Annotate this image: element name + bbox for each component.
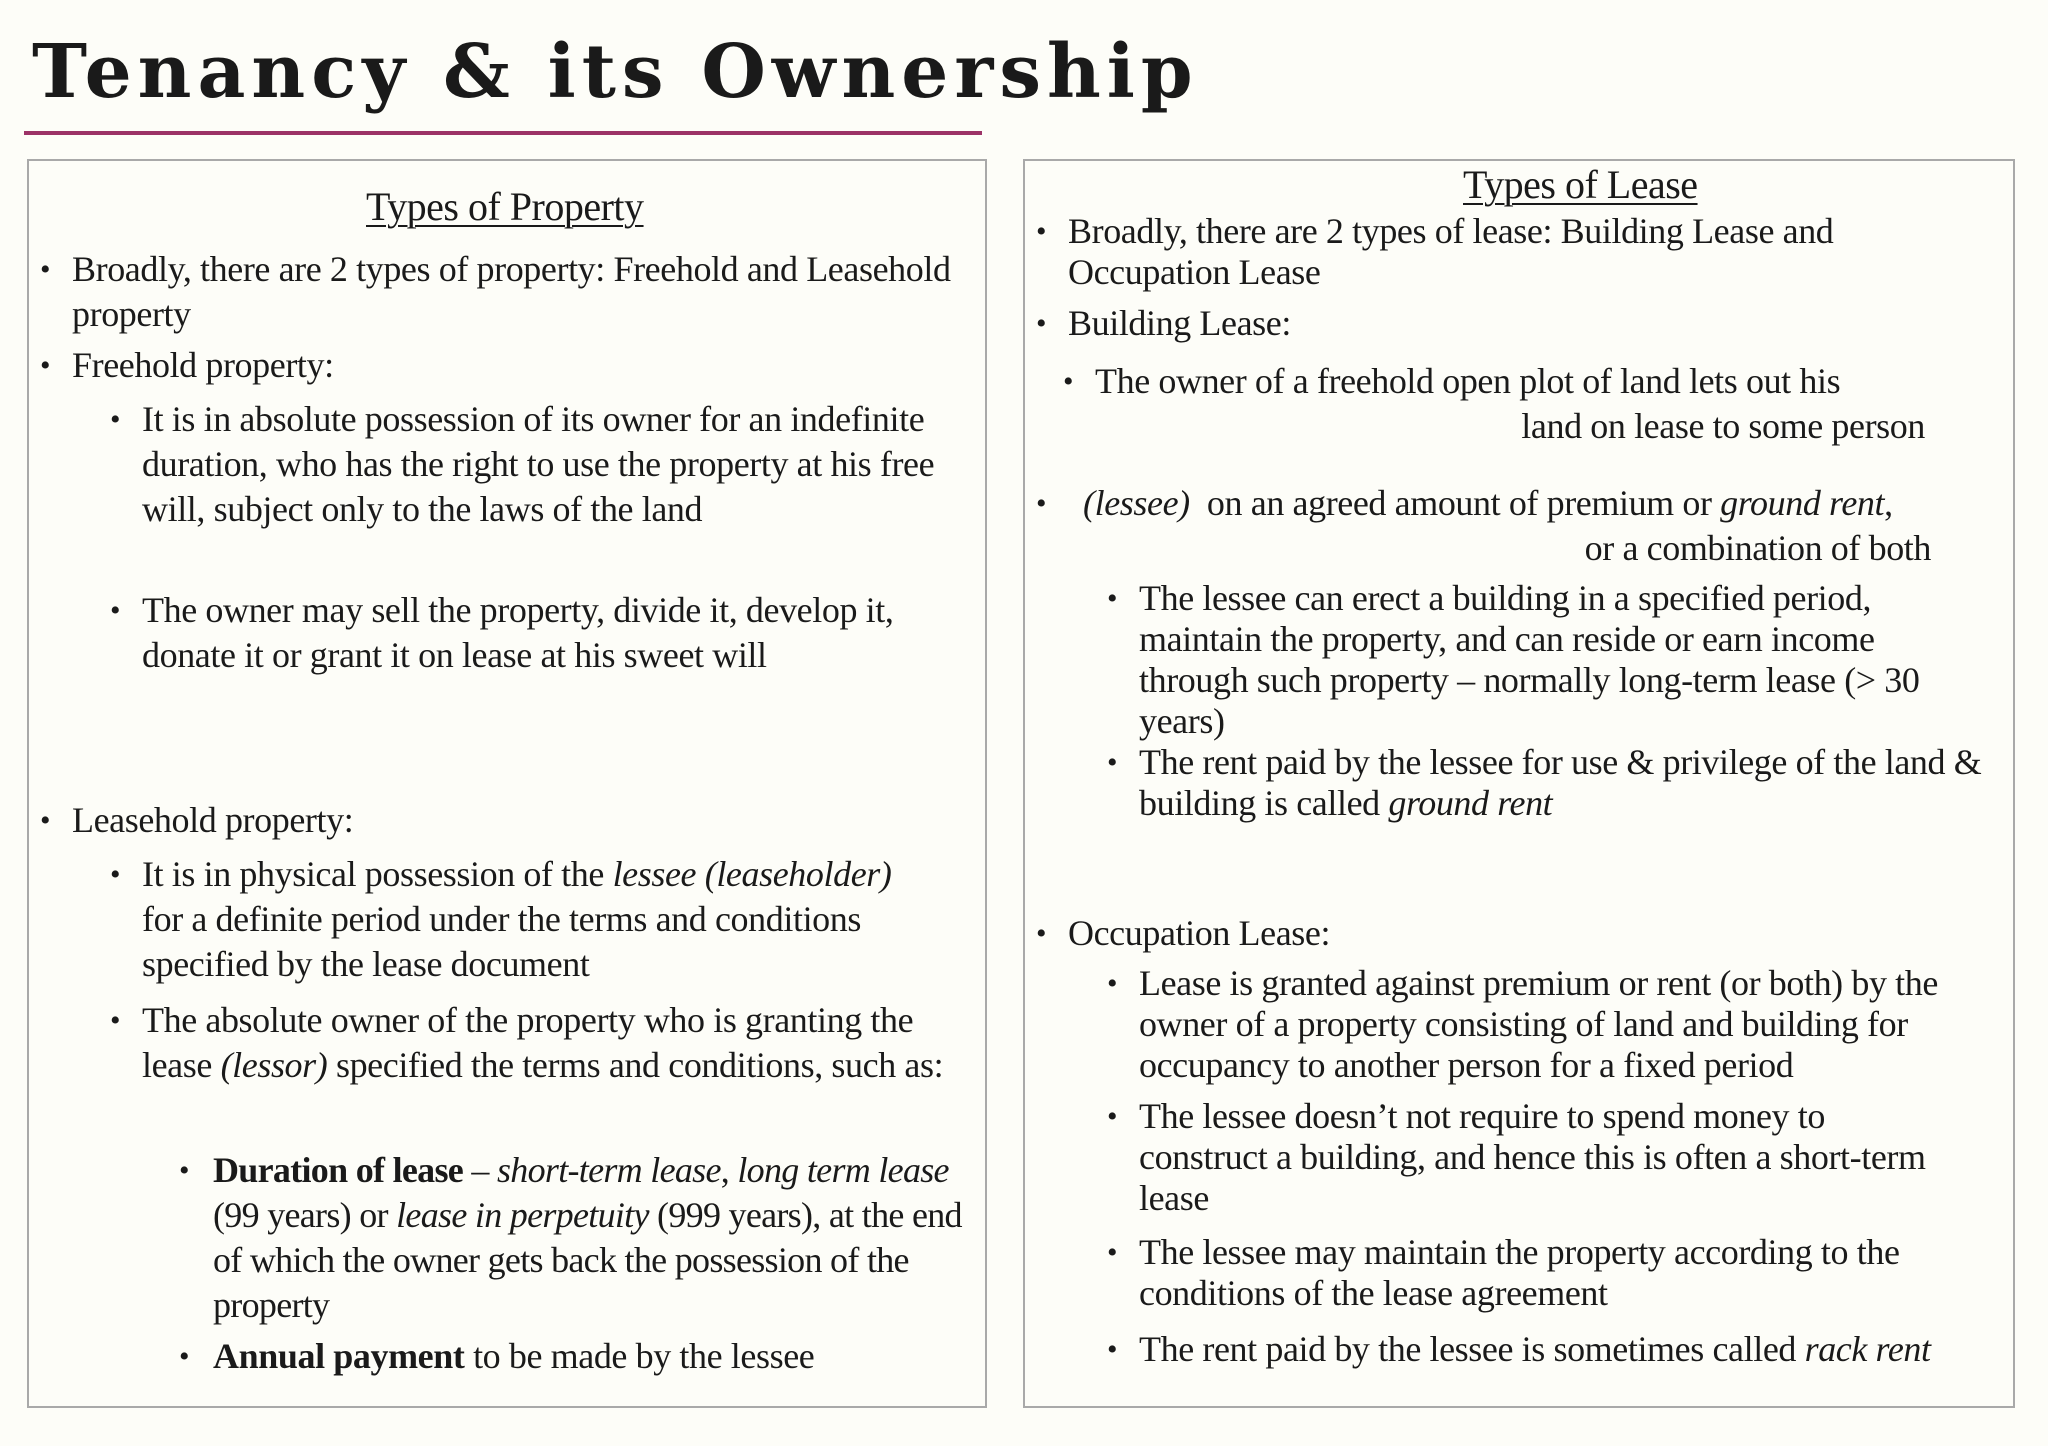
rack-rent-term: rack rent [1804, 1329, 1931, 1369]
leasehold-point-2-rest: specified the terms and conditions, such as: [327, 1045, 944, 1085]
duration-of-lease-label: Duration of lease [213, 1150, 464, 1190]
types-of-lease-panel [1023, 159, 2015, 1408]
long-term-lease-term: long term lease [737, 1150, 949, 1190]
occupation-point-2-text: The lessee doesn’t not require to spend money to construct a building, and hence this is often a short-term lease [1139, 1096, 1926, 1218]
bullet: • [1107, 746, 1118, 779]
property-intro-text: Broadly, there are 2 types of property: Freehold and Leasehold property [72, 249, 951, 334]
occupation-point-1 [1107, 963, 1999, 1086]
annual-payment-label: Annual payment [213, 1336, 465, 1376]
years-99-text: (99 years) or [213, 1195, 397, 1235]
duration-rest-text: (999 years), at the end of which the owner gets back the possession of the property [213, 1195, 962, 1325]
bullet: • [40, 804, 51, 837]
leasehold-label [40, 798, 952, 843]
bullet: • [1107, 1100, 1118, 1133]
title-underline [24, 131, 982, 135]
building-lease-label-text: Building Lease: [1068, 303, 1291, 343]
bullet: • [1107, 582, 1118, 615]
bullet: • [40, 253, 51, 286]
building-sub-point-1-text: The lessee can erect a building in a specified period, maintain the property, and can reside or earn income through such property – normally long-term lease (> 30 years) [1139, 578, 1920, 741]
building-sub-point-1 [1107, 578, 1939, 742]
leasehold-point-1-text: It is in physical possession of the [142, 854, 613, 894]
building-lease-point-1-line2: land on lease to some person [1521, 406, 1925, 446]
bullet: • [1036, 917, 1047, 950]
occupation-point-3 [1107, 1232, 1989, 1314]
occupation-lease-label [1036, 911, 1948, 956]
rack-rent-point [1107, 1327, 1999, 1372]
property-intro [40, 247, 952, 337]
lease-intro-text: Broadly, there are 2 types of lease: Building Lease and Occupation Lease [1068, 211, 1834, 292]
lessor-term: (lessor) [220, 1045, 328, 1085]
bullet: • [110, 858, 121, 891]
comma: , [720, 1150, 738, 1190]
annual-payment-rest: to be made by the lessee [464, 1336, 815, 1376]
bullet: • [40, 349, 51, 382]
lessee-point [1036, 481, 1931, 571]
leasehold-point-1 [110, 852, 902, 987]
occupation-point-2 [1107, 1096, 1959, 1219]
lessee-point-line2: or a combination of both [1584, 528, 1931, 568]
building-sub-point-2-text: The rent paid by the lessee for use & privilege of the land & building is called [1139, 742, 1982, 823]
freehold-point-1 [110, 397, 952, 532]
leasehold-point-2 [110, 998, 952, 1088]
bullet: • [110, 1004, 121, 1037]
types-of-lease-heading: Types of Lease [1463, 162, 1698, 207]
ground-rent-term: ground rent [1720, 483, 1885, 523]
dash: – [463, 1150, 497, 1190]
lease-intro [1036, 211, 1948, 293]
freehold-label-text: Freehold property: [72, 345, 334, 385]
leasehold-point-2-text: The absolute owner of the property who is granting the lease [142, 1000, 914, 1085]
lease-in-perpetuity-term: lease in perpetuity [396, 1195, 649, 1235]
page-title: Tenancy & its Ownership [32, 29, 1199, 115]
bullet: • [1107, 1333, 1118, 1366]
building-lease-point-1 [1063, 359, 1925, 449]
bullet: • [110, 594, 121, 627]
bullet: • [179, 1154, 189, 1187]
leasehold-label-text: Leasehold property: [72, 800, 354, 840]
freehold-point-1-text: It is in absolute possession of its owner for an indefinite duration, who has the right to use the property at his free will, subject only to the laws of the land [142, 399, 935, 529]
freehold-point-2 [110, 588, 972, 678]
bullet: • [179, 1340, 190, 1373]
short-term-lease-term: short-term lease [496, 1150, 721, 1190]
occupation-lease-label-text: Occupation Lease: [1068, 913, 1331, 953]
comma: , [1884, 483, 1893, 523]
annual-payment-point [179, 1334, 973, 1379]
types-of-property-heading: Types of Property [366, 184, 644, 229]
bullet: • [1107, 967, 1118, 1000]
building-lease-point-1-line1: The owner of a freehold open plot of land lets out his [1095, 361, 1841, 401]
lessee-point-text: on an agreed amount of premium or [1189, 483, 1721, 523]
bullet: • [110, 403, 121, 436]
ground-rent-term-2: ground rent [1388, 783, 1553, 823]
bullet: • [1063, 365, 1074, 398]
building-lease-label [1036, 301, 1948, 346]
leasehold-point-1-rest: for a definite period under the terms and conditions specified by the lease document [142, 899, 861, 984]
bullet: • [1036, 215, 1047, 248]
occupation-point-1-text: Lease is granted against premium or rent (or both) by the owner of a property consisting of land and building for occupancy to another person for a fixed period [1139, 963, 1938, 1085]
lessee-leaseholder-term: lessee (leaseholder) [612, 854, 892, 894]
freehold-label [40, 343, 952, 388]
types-of-property-panel [27, 159, 987, 1408]
bullet: • [1036, 487, 1047, 520]
lessee-term: (lessee) [1083, 483, 1190, 523]
duration-of-lease-point [179, 1148, 993, 1328]
bullet: • [1036, 307, 1047, 340]
rack-rent-point-text: The rent paid by the lessee is sometimes called [1139, 1329, 1805, 1369]
freehold-point-2-text: The owner may sell the property, divide it, develop it, donate it or grant it on lease at his sweet will [142, 590, 894, 675]
building-sub-point-2 [1107, 742, 1989, 824]
occupation-point-3-text: The lessee may maintain the property according to the conditions of the lease agreement [1139, 1232, 1900, 1313]
bullet: • [1107, 1236, 1118, 1269]
